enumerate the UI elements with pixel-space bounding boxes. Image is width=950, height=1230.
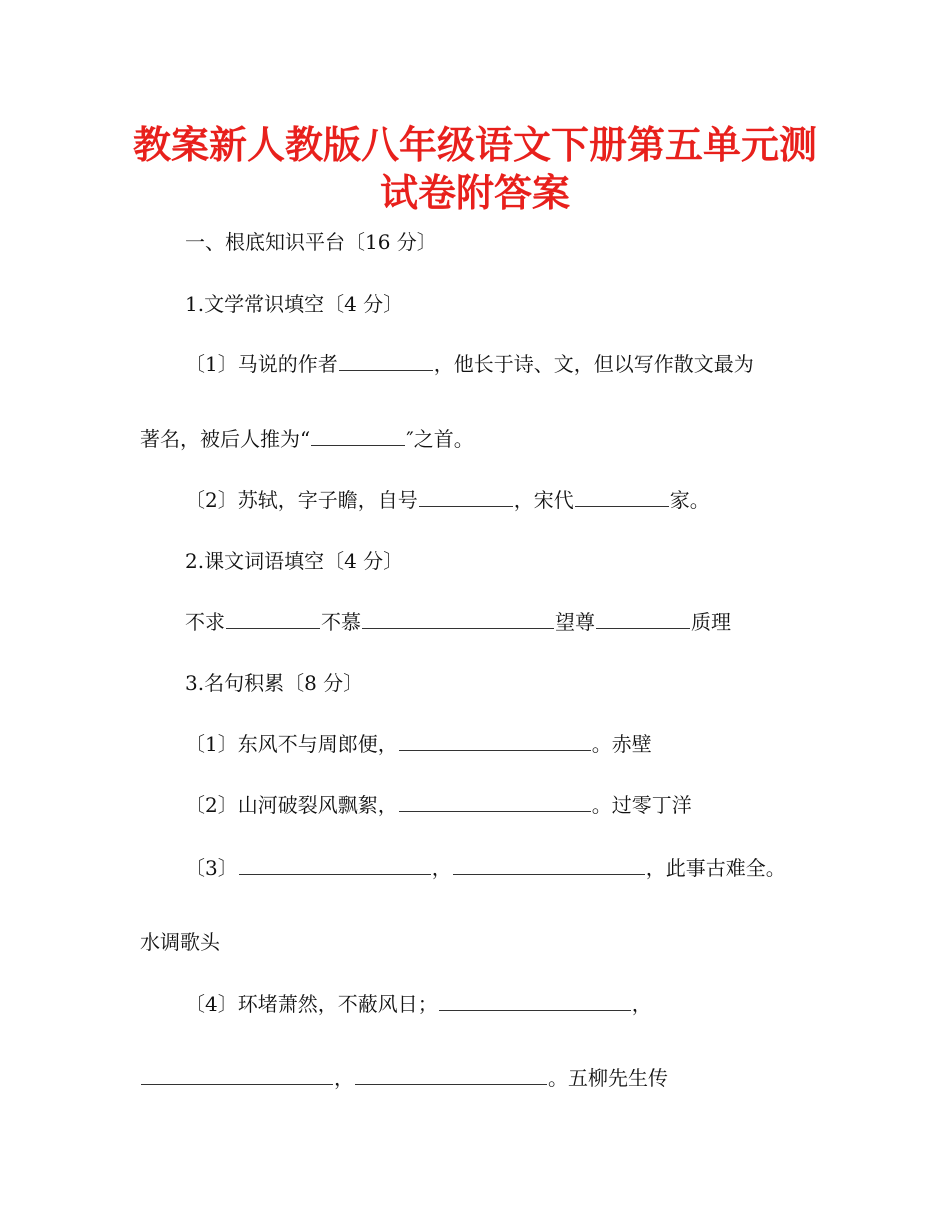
q3-4-text-a: 〔4〕环堵萧然，不蔽风日； (185, 992, 438, 1016)
q1-1-text-a: 〔1〕马说的作者 (185, 352, 338, 376)
q3-4-text-d: 。五柳先生传 (548, 1066, 668, 1090)
answer-blank[interactable] (226, 610, 320, 629)
q2-text-d: 质理 (691, 610, 731, 634)
answer-blank[interactable] (399, 793, 591, 812)
q1-1-text-b: ，他长于诗、文，但以写作散文最为 (433, 352, 754, 376)
answer-blank[interactable] (399, 732, 591, 751)
answer-blank[interactable] (362, 610, 554, 629)
q2-text-c: 望尊 (555, 610, 595, 634)
q3-3-text-c: ，此事古难全。 (645, 856, 786, 880)
q1-1-text-d: ″之首。 (406, 427, 474, 451)
question-1-heading: 1.文学常识填空〔4 分〕 (185, 292, 404, 316)
q1-2-text-a: 〔2〕苏轼，字子瞻，自号 (185, 488, 418, 512)
answer-blank[interactable] (239, 856, 431, 875)
doc-title-line2: 试卷附答案 (379, 171, 570, 215)
question-3-3 (185, 854, 786, 882)
question-3-2 (185, 791, 692, 819)
q3-2-text-a: 〔2〕山河破裂风飘絮， (185, 793, 398, 817)
q3-4-text-c: ， (334, 1066, 354, 1090)
answer-blank[interactable] (419, 488, 513, 507)
answer-blank[interactable] (311, 427, 405, 446)
q3-3-text-b: ， (431, 856, 452, 880)
q1-2-text-c: 家。 (669, 488, 710, 512)
question-3-4-cont (140, 1064, 668, 1092)
q2-text-b: 不慕 (321, 610, 361, 634)
q1-2-text-b: ，宋代 (513, 488, 574, 512)
answer-blank[interactable] (439, 992, 631, 1011)
question-2-heading: 2.课文词语填空〔4 分〕 (185, 549, 404, 573)
answer-blank[interactable] (141, 1066, 333, 1085)
q1-1-text-c: 著名，被后人推为“ (140, 427, 311, 451)
answer-blank[interactable] (575, 488, 669, 507)
answer-blank[interactable] (339, 352, 433, 371)
answer-blank[interactable] (453, 856, 645, 875)
answer-blank[interactable] (596, 610, 690, 629)
question-3-4 (185, 990, 652, 1018)
section-heading: 一、根底知识平台〔16 分〕 (185, 230, 437, 254)
answer-blank[interactable] (355, 1066, 547, 1085)
q2-text-a: 不求 (185, 610, 225, 634)
question-2-items (185, 608, 731, 636)
question-3-heading: 3.名句积累〔8 分〕 (185, 671, 364, 695)
question-1-1-cont (140, 425, 474, 453)
question-3-3-source: 水调歌头 (140, 930, 220, 954)
question-1-1 (185, 350, 754, 378)
q3-1-text-a: 〔1〕东风不与周郎便， (185, 732, 398, 756)
q3-2-text-b: 。过零丁洋 (591, 793, 692, 817)
q3-4-text-b: ， (631, 992, 652, 1016)
q3-1-text-b: 。赤壁 (591, 732, 652, 756)
q3-3-text-a: 〔3〕 (185, 856, 238, 880)
question-3-1 (185, 730, 652, 758)
doc-title-line1: 教案新人教版八年级语文下册第五单元测 (132, 123, 817, 167)
question-1-2 (185, 486, 710, 514)
